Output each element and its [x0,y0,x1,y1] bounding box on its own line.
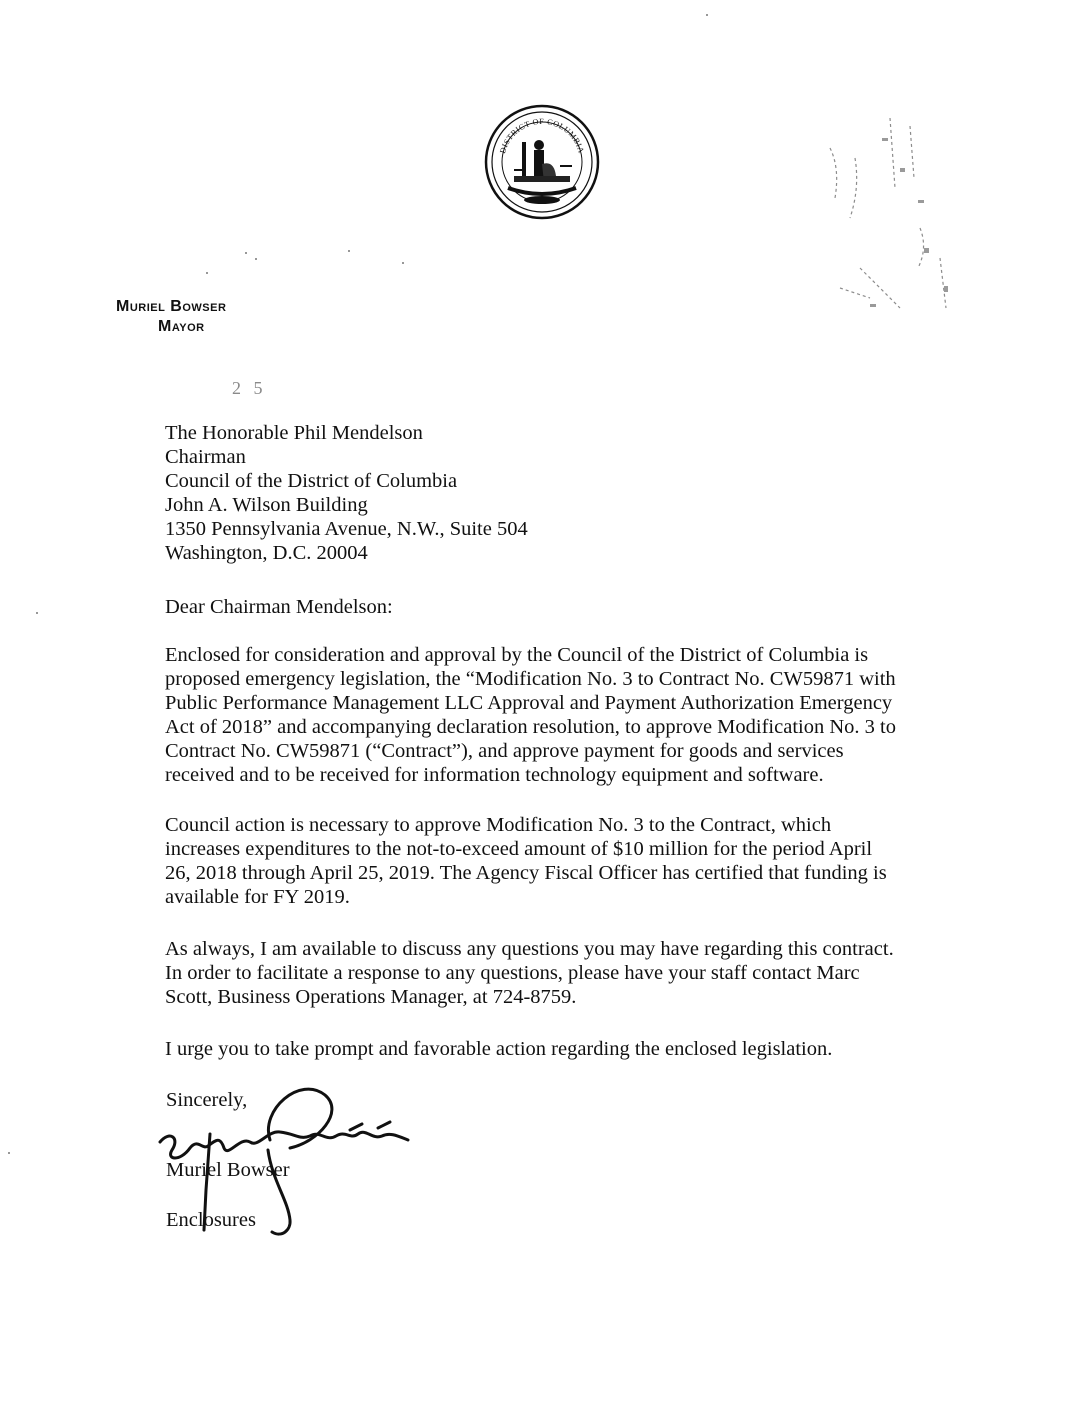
recipient-line: 1350 Pennsylvania Avenue, N.W., Suite 504 [165,518,528,540]
recipient-line: Chairman [165,446,246,468]
body-paragraph-4 [165,1037,935,1061]
paragraph-line: Act of 2018” and accompanying declaration resolution, to approve Modification No. 3 to [165,716,896,738]
district-of-columbia-seal-icon [484,104,600,220]
paragraph-line: Contract No. CW59871 (“Contract”), and approve payment for goods and services [165,740,844,762]
sender-name: Muriel Bowser [116,298,227,315]
recipient-line: Washington, D.C. 20004 [165,542,368,564]
sender-title: Mayor [158,318,205,335]
recipient-line: The Honorable Phil Mendelson [165,422,423,444]
body-paragraph-1 [165,643,935,787]
signer-name: Muriel Bowser [166,1159,290,1181]
paragraph-line: Scott, Business Operations Manager, at 724-8759. [165,986,577,1008]
sender-block [116,298,226,336]
paragraph-line: received and to be received for information technology equipment and software. [165,764,824,786]
recipient-address [165,421,528,565]
paragraph-line: 26, 2018 through April 25, 2019. The Agency Fiscal Officer has certified that funding is [165,862,887,884]
paragraph-line: Public Performance Management LLC Approval and Payment Authorization Emergency [165,692,893,714]
received-date-stamp-icon [800,108,970,328]
paragraph-line: increases expenditures to the not-to-exceed amount of $10 million for the period April [165,838,873,860]
enclosures-label: Enclosures [166,1209,256,1231]
paragraph-line: In order to facilitate a response to any questions, please have your staff contact Marc [165,962,860,984]
paragraph-line: Enclosed for consideration and approval by the Council of the District of Columbia is [165,644,869,666]
paragraph-line: I urge you to take prompt and favorable action regarding the enclosed legislation. [165,1038,833,1060]
salutation: Dear Chairman Mendelson: [165,596,393,618]
seal-text: DISTRICT OF COLUMBIA [498,116,586,155]
closing: Sincerely, [166,1089,248,1111]
body-paragraph-3 [165,937,935,1009]
paragraph-line: proposed emergency legislation, the “Modification No. 3 to Contract No. CW59871 with [165,668,896,690]
paragraph-line: Council action is necessary to approve Modification No. 3 to the Contract, which [165,814,832,836]
paragraph-line: As always, I am available to discuss any questions you may have regarding this contract. [165,938,894,960]
date-fragment: 2 5 [232,378,267,398]
body-paragraph-2 [165,813,935,909]
recipient-line: John A. Wilson Building [165,494,368,516]
paragraph-line: available for FY 2019. [165,886,350,908]
recipient-line: Council of the District of Columbia [165,470,458,492]
